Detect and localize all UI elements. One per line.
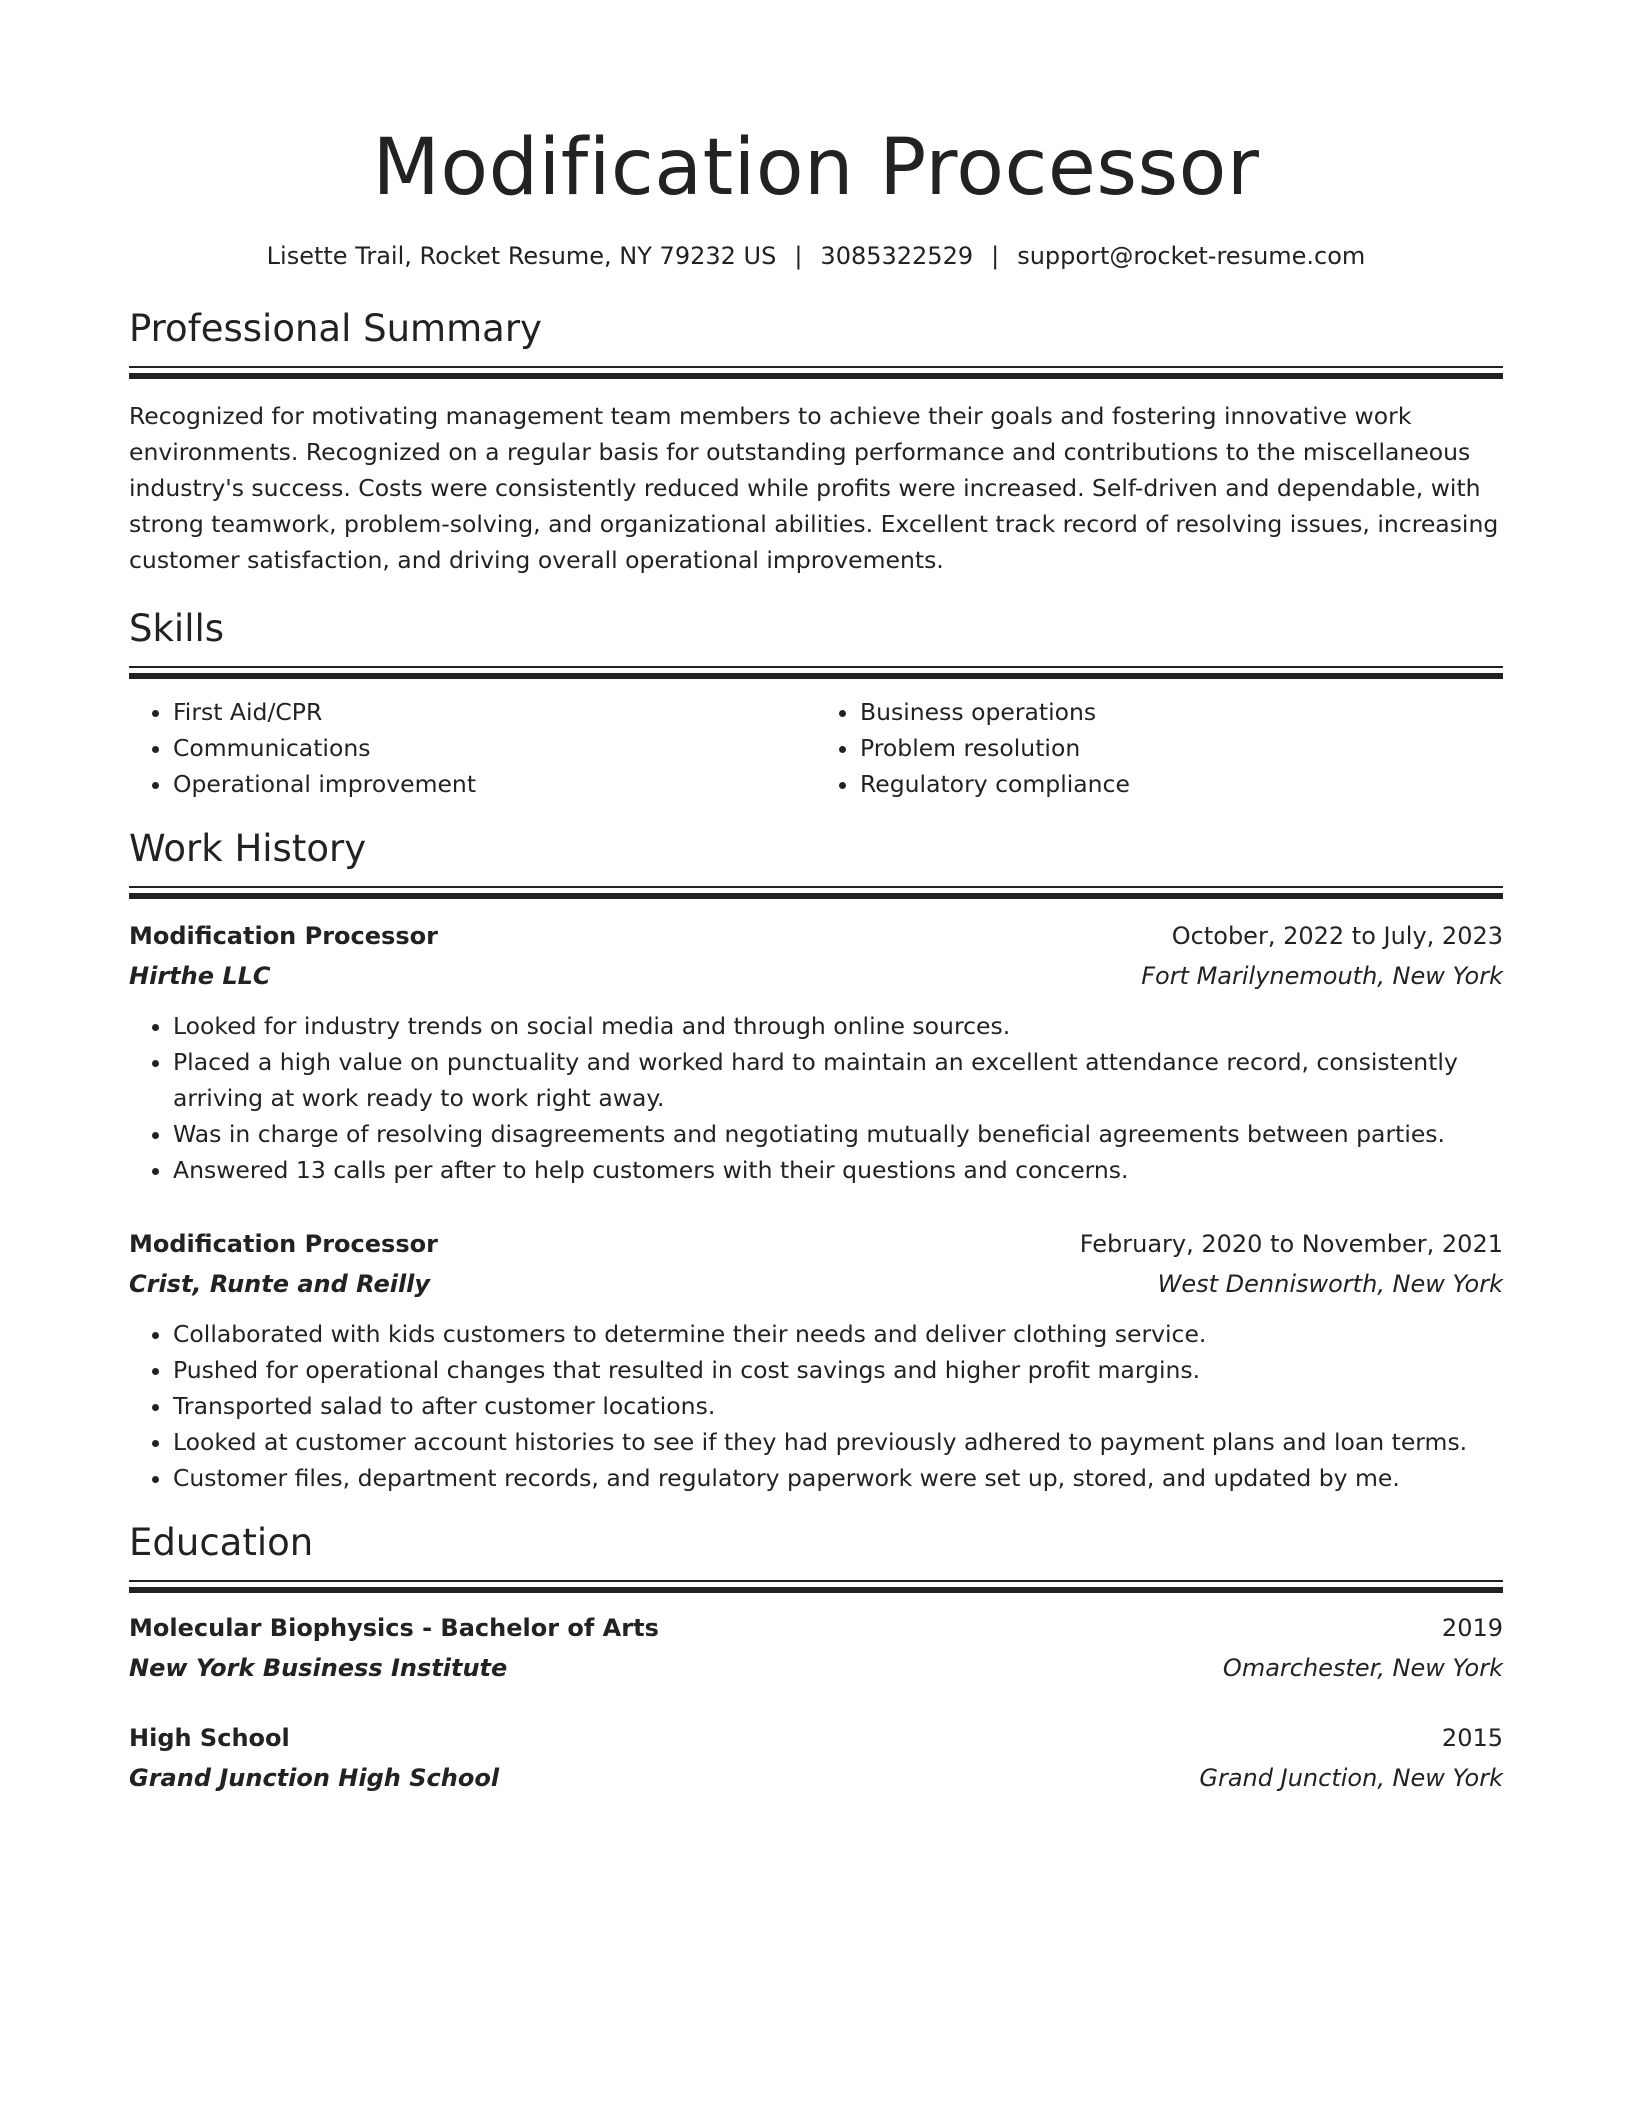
education-degree: High School [129, 1724, 290, 1752]
section-title-work-history: Work History [129, 827, 367, 870]
job-company-row [129, 1264, 1503, 1304]
skills-column-left [129, 694, 816, 802]
education-header-row [129, 1718, 1503, 1758]
skill-item: • Business operations [860, 694, 1503, 730]
candidate-name: Modification Processor [372, 123, 1260, 213]
education-year: 2019 [1441, 1614, 1503, 1642]
education-school: New York Business Institute [129, 1654, 508, 1682]
job-entry [129, 916, 1503, 1188]
work-history-section [129, 824, 1503, 1496]
job-bullet: • Looked at customer account histories to see if they had previously adhered to payment plans and loan terms. [173, 1424, 1503, 1460]
job-company: Hirthe LLC [129, 962, 271, 990]
education-school-row [129, 1648, 1503, 1688]
skill-item: • Operational improvement [173, 766, 816, 802]
job-bullet: • Collaborated with kids customers to determine their needs and deliver clothing service. [173, 1316, 1503, 1352]
job-header-row [129, 916, 1503, 956]
education-school-row [129, 1758, 1503, 1798]
summary-section [129, 304, 1503, 578]
contact-separator: | [794, 242, 803, 270]
contact-address: Lisette Trail, Rocket Resume, NY 79232 US [266, 242, 777, 270]
section-divider [129, 666, 1503, 676]
job-entry [129, 1224, 1503, 1496]
education-entry [129, 1608, 1503, 1688]
job-title: Modification Processor [129, 922, 438, 950]
job-bullet: • Was in charge of resolving disagreements and negotiating mutually beneficial agreements between parties. [173, 1116, 1503, 1152]
education-entry [129, 1718, 1503, 1798]
section-title-education: Education [129, 1521, 314, 1564]
education-school: Grand Junction High School [129, 1764, 500, 1792]
skills-list [129, 694, 1503, 802]
job-dates: October, 2022 to July, 2023 [1171, 922, 1503, 950]
contact-line [129, 240, 1503, 272]
job-bullets [129, 1316, 1503, 1496]
education-location: Omarchester, New York [1222, 1654, 1503, 1682]
job-bullet: • Pushed for operational changes that resulted in cost savings and higher profit margins. [173, 1352, 1503, 1388]
education-header-row [129, 1608, 1503, 1648]
skill-item: • Communications [173, 730, 816, 766]
education-location: Grand Junction, New York [1199, 1764, 1503, 1792]
job-bullet: • Looked for industry trends on social media and through online sources. [173, 1008, 1503, 1044]
job-bullet: • Transported salad to after customer locations. [173, 1388, 1503, 1424]
skills-section [129, 604, 1503, 802]
job-bullet: • Customer files, department records, and regulatory paperwork were set up, stored, and updated by me. [173, 1460, 1503, 1496]
section-title-skills: Skills [129, 607, 225, 650]
contact-email: support@rocket-resume.com [1017, 242, 1366, 270]
education-section [129, 1518, 1503, 1798]
job-location: West Dennisworth, New York [1157, 1270, 1503, 1298]
job-location: Fort Marilynemouth, New York [1141, 962, 1503, 990]
contact-phone: 3085322529 [820, 242, 974, 270]
job-company: Crist, Runte and Reilly [129, 1270, 431, 1298]
skill-item: • First Aid/CPR [173, 694, 816, 730]
job-company-row [129, 956, 1503, 996]
education-year: 2015 [1441, 1724, 1503, 1752]
summary-text: Recognized for motivating management team members to achieve their goals and fostering innovative work environments. Recognized on a regular basis for outstanding performance and contributions to the miscellaneous industry's success. Costs were consistently reduced while profits were increased. Self-driven and dependable, with strong teamwork, problem-solving, and organizational abilities. Excellent track record of resolving issues, increasing customer satisfaction, and driving overall operational improvements. [129, 402, 1499, 574]
skill-item: • Problem resolution [860, 730, 1503, 766]
section-divider [129, 366, 1503, 376]
job-title: Modification Processor [129, 1230, 438, 1258]
job-bullet: • Placed a high value on punctuality and worked hard to maintain an excellent attendance record, consistently arriving at work ready to work right away. [173, 1044, 1503, 1116]
job-bullets [129, 1008, 1503, 1188]
section-divider [129, 1580, 1503, 1590]
skills-column-right [816, 694, 1503, 802]
job-bullet: • Answered 13 calls per after to help customers with their questions and concerns. [173, 1152, 1503, 1188]
skill-item: • Regulatory compliance [860, 766, 1503, 802]
section-title-summary: Professional Summary [129, 307, 542, 350]
education-degree: Molecular Biophysics - Bachelor of Arts [129, 1614, 659, 1642]
section-divider [129, 886, 1503, 896]
job-dates: February, 2020 to November, 2021 [1079, 1230, 1503, 1258]
contact-separator: | [991, 242, 1000, 270]
job-header-row [129, 1224, 1503, 1264]
